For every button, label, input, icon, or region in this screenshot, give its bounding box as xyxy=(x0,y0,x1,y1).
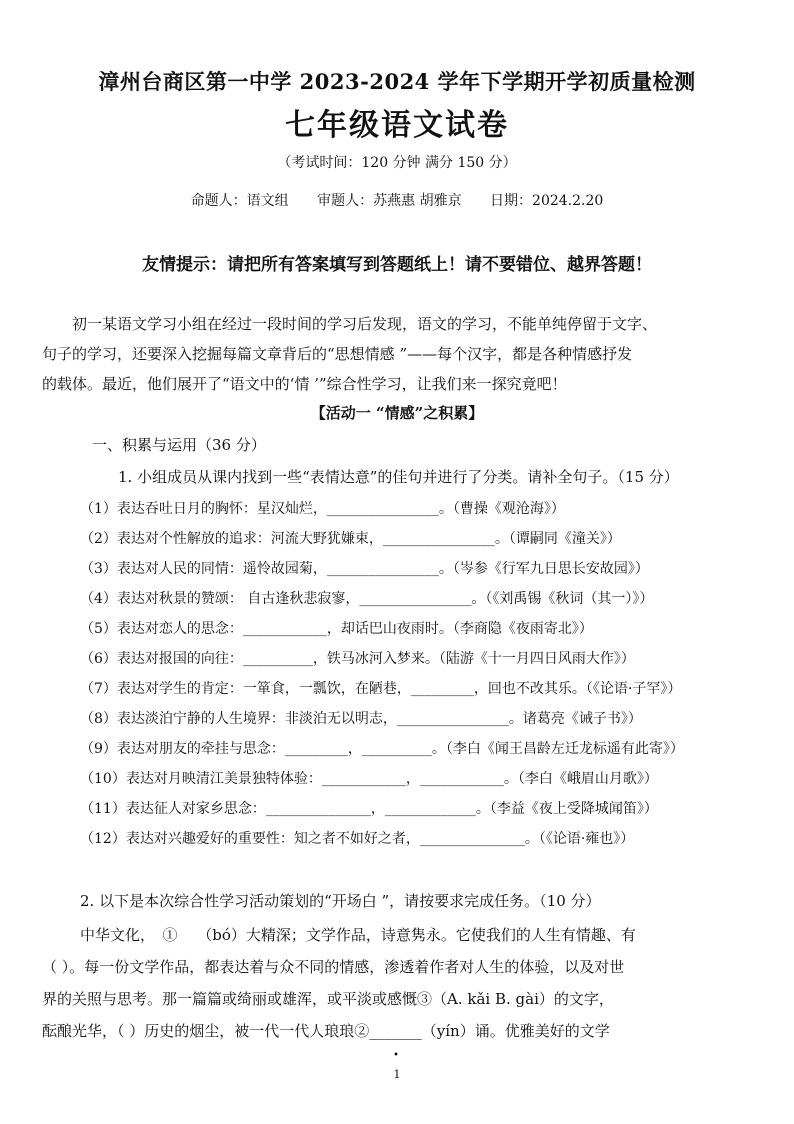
q2-line: （ ）。每一份文学作品，都表达着与众不同的情感，渗透着作者对人生的体验，以及对世 xyxy=(42,958,625,976)
q1-item: （1）表达吞吐日月的胸怀：星汉灿烂，________________。（曹操《观沧海》） xyxy=(80,501,565,517)
intro-line: 的载体。最近，他们展开了“语文中的‘情 ’”综合性学习，让我们来一探究竟吧！ xyxy=(42,375,567,393)
q2-line: 酝酿光华，（ ）历史的烟尘，被一代一代人琅琅②_______（yín）诵。优雅美好的文学 xyxy=(42,1022,610,1040)
dot-mark: • xyxy=(393,1050,399,1061)
q1-item: （6）表达对报国的向往：__________，铁马冰河入梦来。（陆游《十一月四日风雨大作》） xyxy=(80,651,635,667)
q1-item: （5）表达对恋人的思念：____________，却话巴山夜雨时。（李商隐《夜雨寄北》） xyxy=(80,621,593,637)
exam-info: （考试时间：120 分钟 满分 150 分） xyxy=(277,155,517,171)
activity-title: 【活动一 “情感”之积累】 xyxy=(310,404,484,422)
friendly-tip: 友情提示：请把所有答案填写到答题纸上！请不要错位、越界答题！ xyxy=(142,255,652,275)
intro-line: 初一某语文学习小组在经过一段时间的学习后发现，语文的学习，不能单纯停留于文字、 xyxy=(72,315,658,333)
q1-item: （11）表达征人对家乡思念：_______________，_____________。（李益《夜上受降城闻笛》） xyxy=(80,801,658,817)
q2-line: 界的关照与思考。那一篇篇或绮丽或雄浑，或平淡或感慨③（A. kǎi B. gài）的文字， xyxy=(42,990,614,1008)
question-1-stem: 1. 小组成员从课内找到一些“表情达意”的佳句并进行了分类。请补全句子。（15 分） xyxy=(118,468,679,486)
page-number: 1 xyxy=(393,1068,401,1081)
proposer: 命题人：语文组 xyxy=(190,193,289,209)
exam-title: 七年级语文试卷 xyxy=(285,108,509,143)
q1-item: （3）表达对人民的同情：遥怜故园菊，________________。（岑参《行军九日思长安故园》） xyxy=(80,561,649,577)
exam-date: 日期：2024.2.20 xyxy=(490,193,604,209)
q1-item: （7）表达对学生的肯定：一箪食，一瓢饮，在陋巷，_________，回也不改其乐。（《论语·子罕》） xyxy=(80,681,682,697)
q1-item: （12）表达对兴趣爱好的重要性：知之者不如好之者，_______________。（《论语·雍也》） xyxy=(80,831,635,847)
intro-line: 句子的学习，还要深入挖掘每篇文章背后的“思想情感 ”——每个汉字，都是各种情感抒发 xyxy=(42,345,633,363)
q1-item: （8）表达淡泊宁静的人生境界：非淡泊无以明志，________________。诸葛亮《诫子书》） xyxy=(80,711,642,727)
q1-item: （9）表达对朋友的牵挂与思念：_________，__________。（李白《闻王昌龄左迁龙标遥有此寄》） xyxy=(80,741,684,757)
q1-item: （4）表达对秋景的赞颂： 自古逢秋悲寂寥，________________。（《刘禹锡《秋词（其一）》） xyxy=(80,591,654,607)
reviewer: 审题人：苏燕惠 胡雅京 xyxy=(317,193,462,209)
q1-item: （2）表达对个性解放的追求：河流大野犹嫌束，________________。（谭嗣同《潼关》） xyxy=(80,531,621,547)
section-title: 一、积累与运用（36 分） xyxy=(92,436,266,454)
q2-line: 中华文化， ① （bó）大精深；文学作品，诗意隽永。它使我们的人生有情趣、有 xyxy=(80,926,636,944)
q1-item: （10）表达对月映清江美景独特体验：____________，____________。（李白《峨眉山月歌》） xyxy=(80,771,658,787)
authors-line xyxy=(0,190,794,210)
question-2-stem: 2. 以下是本次综合性学习活动策划的“开场白 ”，请按要求完成任务。（10 分） xyxy=(80,892,601,910)
school-exam-line: 漳州台商区第一中学 2023-2024 学年下学期开学初质量检测 xyxy=(98,69,696,94)
